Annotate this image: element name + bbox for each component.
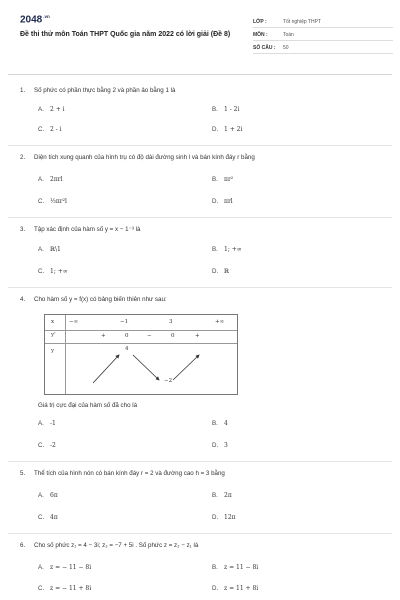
table-x-label: x (51, 319, 55, 325)
question-stem (20, 225, 390, 234)
table-sign: + (195, 333, 200, 339)
question-divider (8, 287, 392, 288)
option-text: 2πrl (50, 176, 63, 183)
increasing-arrow (173, 355, 199, 380)
table-x-value: −∞ (69, 319, 79, 325)
option-text: 12π (224, 514, 236, 521)
option-b[interactable] (212, 420, 228, 427)
table-x-value: +∞ (215, 319, 225, 325)
exam-title: Đề thi thử môn Toán THPT Quốc gia năm 2022 có lời giải (Đề 8) (20, 31, 231, 38)
question-3 (20, 225, 390, 234)
option-letter: A. (38, 246, 44, 253)
option-c[interactable] (38, 514, 58, 521)
option-d[interactable] (212, 198, 233, 205)
table-yprime-label: y' (51, 332, 56, 338)
option-text: 3 (224, 442, 228, 449)
question-5 (20, 469, 390, 478)
option-letter: B. (212, 246, 218, 253)
option-text: 6π (50, 492, 58, 499)
option-text: πr² (224, 176, 234, 183)
option-letter: B. (212, 106, 218, 113)
option-letter: D. (212, 514, 219, 521)
question-divider (8, 461, 392, 462)
logo-suffix: .vn (43, 14, 50, 19)
table-sign: 0 (171, 333, 175, 339)
option-letter: A. (38, 492, 44, 499)
option-text: 1; +∞ (224, 246, 242, 253)
table-x-value: 3 (169, 319, 173, 325)
question-4 (20, 295, 390, 304)
table-sign: 0 (125, 333, 129, 339)
option-letter: A. (38, 106, 44, 113)
option-letter: D. (212, 442, 219, 449)
question-stem (20, 295, 390, 304)
option-text: z = − 11 + 8i (50, 585, 92, 592)
question-text: Thể tích của hình nón có bán kính đáy r = 2 và đường cao h = 3 bằng (34, 470, 225, 477)
question-stem (20, 469, 390, 478)
option-text: z = 11 + 8i (224, 585, 259, 592)
meta-value: 50 (283, 45, 289, 51)
option-d[interactable] (212, 442, 228, 449)
option-letter: A. (38, 420, 44, 427)
option-a[interactable] (38, 420, 56, 427)
table-sign: + (101, 333, 106, 339)
option-letter: B. (212, 176, 218, 183)
header-divider (8, 74, 392, 75)
question-number: 2. (20, 154, 26, 161)
exam-meta (253, 17, 393, 56)
question-text: Cho số phức z₁ = 4 − 3i; z₂ = −7 + 5i . Số phức z = z₂ − z₁ là (34, 542, 199, 549)
logo-text: 2048 (20, 14, 43, 26)
option-text: -2 (50, 442, 56, 449)
question-number: 3. (20, 226, 26, 233)
option-c[interactable] (38, 268, 68, 275)
meta-row-subject (253, 30, 393, 41)
option-letter: D. (212, 268, 219, 275)
option-b[interactable] (212, 246, 242, 253)
option-letter: C. (38, 514, 45, 521)
option-letter: A. (38, 176, 44, 183)
option-text: ℝ\1 (50, 246, 61, 253)
meta-row-class (253, 17, 393, 28)
question-stem (20, 541, 390, 550)
table-x-value: −1 (120, 319, 129, 325)
question-number: 1. (20, 87, 26, 94)
question-divider (8, 533, 392, 534)
option-text: -1 (50, 420, 56, 427)
option-letter: D. (212, 126, 219, 133)
option-b[interactable] (212, 176, 233, 183)
decreasing-arrow (133, 355, 159, 380)
option-a[interactable] (38, 246, 61, 253)
option-text: 4π (50, 514, 58, 521)
question-divider (8, 145, 392, 146)
option-a[interactable] (38, 106, 65, 113)
option-a[interactable] (38, 492, 58, 499)
question-divider (8, 217, 392, 218)
question-1 (20, 86, 390, 95)
option-d[interactable] (212, 126, 242, 133)
option-letter: D. (212, 198, 219, 205)
question-followup-text: Giá trị cực đại của hàm số đã cho là (38, 402, 138, 409)
option-a[interactable] (38, 564, 91, 571)
option-text: 1 + 2i (224, 126, 243, 133)
option-c[interactable] (38, 126, 62, 133)
meta-row-count (253, 43, 393, 54)
meta-key: SỐ CÂU : (253, 45, 276, 51)
meta-value: Toán (283, 32, 294, 38)
table-y-max: 4 (125, 346, 129, 352)
question-stem (20, 86, 390, 95)
option-letter: B. (212, 420, 218, 427)
option-text: 2π (224, 492, 232, 499)
question-6 (20, 541, 390, 550)
option-letter: A. (38, 564, 44, 571)
question-text: Cho hàm số y = f(x) có bảng biến thiên như sau: (34, 296, 167, 303)
option-b[interactable] (212, 564, 258, 571)
question-number: 6. (20, 542, 26, 549)
option-c[interactable] (38, 442, 56, 449)
table-y-label: y (51, 348, 55, 354)
option-text: 1; +∞ (50, 268, 68, 275)
option-letter: D. (212, 585, 219, 592)
option-text: ℝ (224, 268, 229, 275)
option-text: 4 (224, 420, 228, 427)
option-text: 2 + i (50, 106, 65, 113)
option-text: ⅓πr²l (50, 198, 67, 205)
question-text: Diện tích xung quanh của hình trụ có độ dài đường sinh l và bán kính đáy r bằng (34, 154, 255, 161)
increasing-arrow (93, 355, 119, 383)
option-d[interactable] (212, 268, 229, 275)
meta-value: Tốt nghiệp THPT (283, 19, 321, 25)
option-letter: C. (38, 442, 45, 449)
option-c[interactable] (38, 198, 67, 205)
option-text: z = − 11 − 8i (50, 564, 92, 571)
option-b[interactable] (212, 492, 232, 499)
option-text: 2 - i (50, 126, 62, 133)
option-letter: B. (212, 564, 218, 571)
option-b[interactable] (212, 106, 239, 113)
option-text: 1 - 2i (224, 106, 240, 113)
option-c[interactable] (38, 585, 91, 592)
question-text: Số phức có phần thực bằng 2 và phần ảo bằng 1 là (34, 87, 176, 94)
option-d[interactable] (212, 514, 236, 521)
option-a[interactable] (38, 176, 63, 183)
variation-arrows (45, 315, 237, 394)
table-y-min: −2 (164, 378, 173, 384)
option-letter: B. (212, 492, 218, 499)
question-2 (20, 153, 390, 162)
option-letter: C. (38, 268, 45, 275)
option-letter: C. (38, 198, 45, 205)
page-header (20, 14, 390, 56)
variation-table (44, 314, 238, 395)
question-stem (20, 153, 390, 162)
option-letter: C. (38, 126, 45, 133)
meta-key: MÔN : (253, 32, 268, 38)
option-text: πrl (224, 198, 233, 205)
option-text: z = 11 − 8i (224, 564, 259, 571)
option-letter: C. (38, 585, 45, 592)
question-text: Tập xác định của hàm số y = x − 1⁻³ là (34, 226, 141, 233)
question-number: 4. (20, 296, 26, 303)
table-sign: − (147, 333, 152, 339)
meta-key: LỚP : (253, 19, 267, 25)
question-number: 5. (20, 470, 26, 477)
option-d[interactable] (212, 585, 258, 592)
